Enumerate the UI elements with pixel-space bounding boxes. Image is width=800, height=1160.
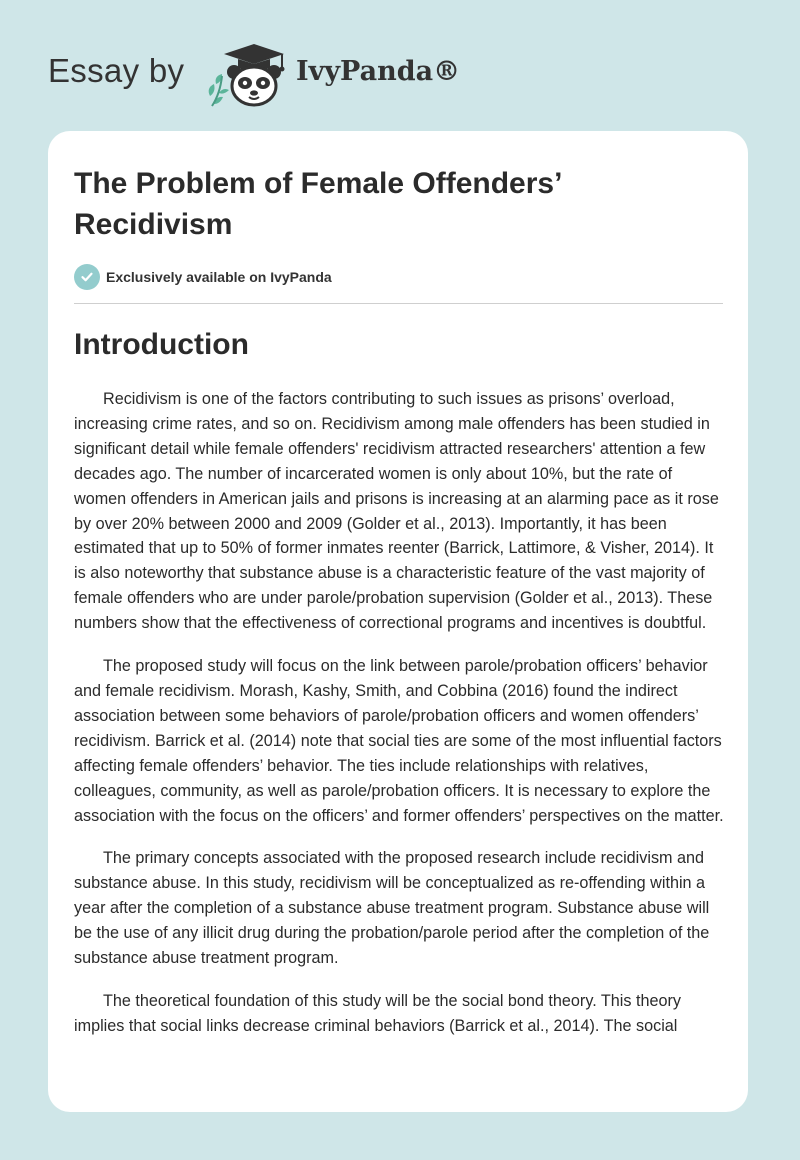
article-card: [48, 131, 748, 1112]
check-icon: [74, 264, 100, 290]
brand-name[interactable]: IvyPanda®: [296, 56, 461, 87]
essay-by-label: Essay by: [48, 52, 185, 89]
ivypanda-logo-icon[interactable]: [204, 38, 294, 108]
paragraph: Recidivism is one of the factors contributing to such issues as prisons’ overload, increasing crime rates, and so on. Recidivism among male offenders has been studied in significant detail while female offenders' recidivism attracted researchers' attention a few decades ago. The number of incarcerated women is only about 10%, but the rate of women offenders in American jails and prisons is increasing at an alarming pace as it rose by over 20% between 2000 and 2009 (Golder et al., 2013). Importantly, it has been estimated that up to 50% of former inmates reenter (Barrick, Lattimore, & Visher, 2014). It is also noteworthy that substance abuse is a characteristic feature of the vast majority of female offenders who are under parole/probation supervision (Golder et al., 2013). These numbers show that the effectiveness of correctional programs and incentives is doubtful.: [74, 390, 719, 633]
article-title: The Problem of Female Offenders’ Recidivism: [74, 167, 561, 241]
exclusive-badge: [74, 264, 332, 290]
paragraph: The proposed study will focus on the link between parole/probation officers’ behavior and female recidivism. Morash, Kashy, Smith, and Cobbina (2016) found the indirect association between some behaviors of parole/probation officers and women offenders’ recidivism. Barrick et al. (2014) note that social ties are some of the most influential factors affecting female offenders’ behavior. The ties include relationships with relatives, colleagues, community, as well as parole/probation officers. It is necessary to explore the association with the focus on the officers’ and former offenders’ perspectives on the matter.: [74, 657, 724, 825]
site-header: [48, 38, 748, 108]
paragraph: The theoretical foundation of this study will be the social bond theory. This theory implies that social links decrease criminal behaviors (Barrick et al., 2014). The social: [74, 991, 681, 1035]
article-body: [74, 387, 724, 1057]
badge-text: Exclusively available on IvyPanda: [106, 269, 332, 285]
section-heading: Introduction: [74, 328, 249, 361]
paragraph: The primary concepts associated with the proposed research include recidivism and substance abuse. In this study, recidivism will be conceptualized as re-offending within a year after the completion of a substance abuse treatment program. Substance abuse will be the use of any illicit drug during the probation/parole period after the completion of the substance abuse treatment program.: [74, 849, 710, 968]
divider: [74, 303, 723, 304]
